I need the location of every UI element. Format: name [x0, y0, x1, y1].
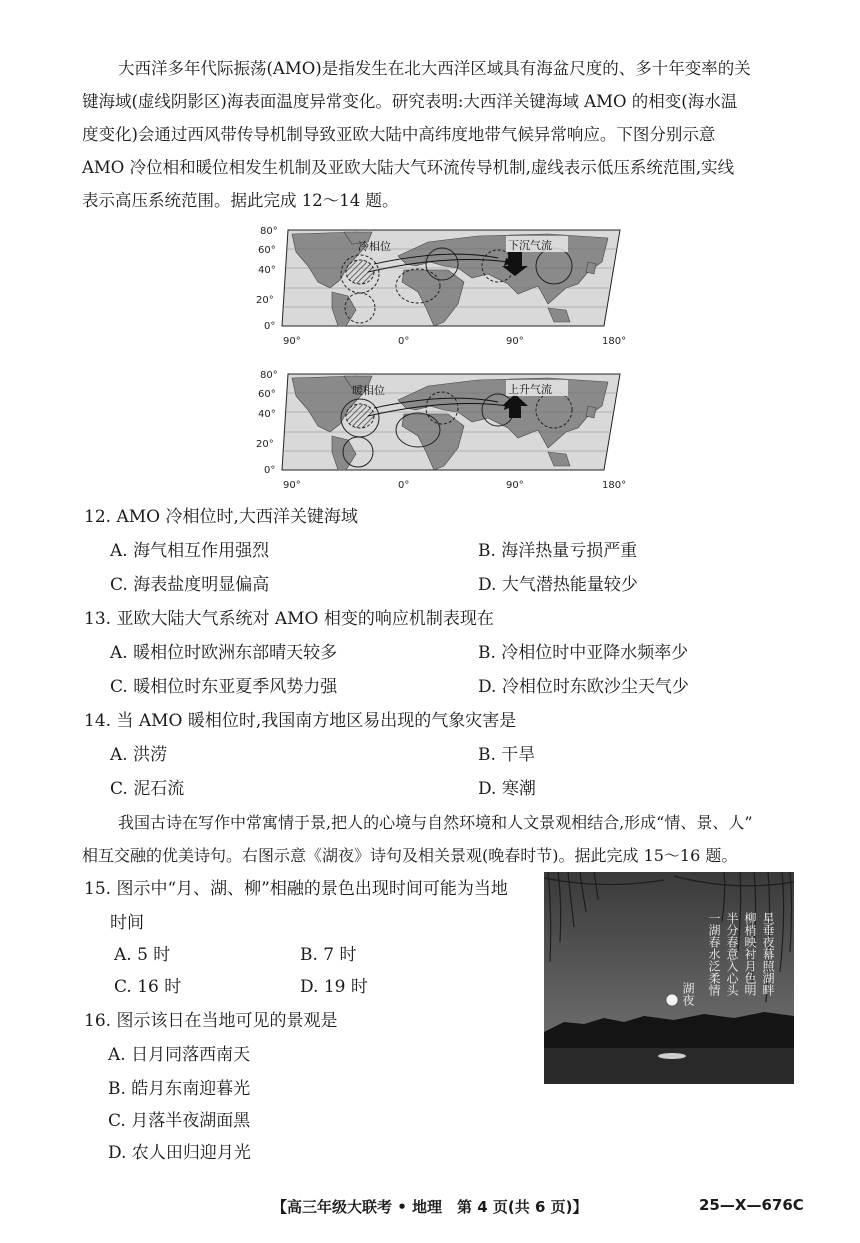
lon-tick: 90° [283, 336, 301, 347]
lat-tick: 20° [256, 295, 274, 306]
flow-label: 上升气流 [508, 383, 552, 396]
lon-tick: 0° [398, 480, 410, 491]
q13-option-b: B. 冷相位时中亚降水频率少 [478, 643, 689, 663]
lon-tick: 180° [602, 336, 627, 347]
q16-option-d: D. 农人田归迎月光 [108, 1143, 251, 1163]
q15-option-c: C. 16 时 [114, 977, 182, 997]
lon-tick: 0° [398, 336, 410, 347]
poem-line: 一湖春水泛柔情 [707, 912, 721, 996]
q12-option-d: D. 大气潜热能量较少 [478, 575, 638, 595]
question-15-stem-cont: 时间 [110, 913, 144, 933]
q13-option-d: D. 冷相位时东欧沙尘天气少 [478, 677, 689, 697]
lat-tick: 60° [258, 245, 276, 256]
intro-line: 表示高压系统范围。据此完成 12～14 题。 [82, 191, 399, 210]
question-12-stem: 12. AMO 冷相位时,大西洋关键海域 [84, 507, 358, 527]
question-15-stem: 15. 图示中“月、湖、柳”相融的景色出现时间可能为当地 [84, 879, 508, 899]
lat-tick: 80° [260, 226, 278, 237]
q16-option-c: C. 月落半夜湖面黑 [108, 1111, 251, 1131]
poem-line: 柳梢映衬月色明 [743, 912, 757, 996]
lon-tick: 90° [283, 480, 301, 491]
q13-option-a: A. 暖相位时欧洲东部晴天较多 [110, 643, 338, 663]
lon-tick: 90° [506, 480, 524, 491]
intro-line: 相互交融的优美诗句。右图示意《湖夜》诗句及相关景观(晚春时节)。据此完成 15～16 题。 [82, 846, 738, 865]
phase-label: 暖相位 [352, 384, 385, 397]
question-13-stem: 13. 亚欧大陆大气系统对 AMO 相变的响应机制表现在 [84, 609, 494, 629]
q15-option-b: B. 7 时 [300, 945, 357, 965]
q16-option-a: A. 日月同落西南天 [108, 1045, 251, 1065]
q14-option-c: C. 泥石流 [110, 779, 185, 799]
intro-line: 大西洋多年代际振荡(AMO)是指发生在北大西洋区域具有海盆尺度的、多十年变率的关 [118, 59, 751, 78]
lake-night-photo [544, 872, 794, 1084]
q12-option-b: B. 海洋热量亏损严重 [478, 541, 638, 561]
poem-line: 星垂夜幕照湖畔 [761, 912, 775, 996]
footer-paper-code: 25—X—676C [699, 1196, 804, 1214]
flow-label: 下沉气流 [508, 239, 552, 252]
lon-tick: 90° [506, 336, 524, 347]
lat-tick: 20° [256, 439, 274, 450]
intro-passage-amo [82, 52, 794, 217]
amo-warm-phase-map [248, 366, 628, 496]
q13-option-c: C. 暖相位时东亚夏季风势力强 [110, 677, 338, 697]
poem-line: 半分春意入心头 [725, 912, 739, 996]
intro-line: 键海域(虚线阴影区)海表面温度异常变化。研究表明:大西洋关键海域 AMO 的相变(海水温 [82, 92, 738, 111]
lat-tick: 40° [258, 409, 276, 420]
q12-option-c: C. 海表盐度明显偏高 [110, 575, 270, 595]
lon-tick: 180° [602, 480, 627, 491]
footer-exam-info: 【高三年级大联考 • 地理 第 4 页(共 6 页)】 [272, 1198, 588, 1216]
amo-cold-phase-map [248, 222, 628, 352]
q15-option-a: A. 5 时 [114, 945, 171, 965]
question-14-stem: 14. 当 AMO 暖相位时,我国南方地区易出现的气象灾害是 [84, 711, 517, 731]
intro-line: 度变化)会通过西风带传导机制导致亚欧大陆中高纬度地带气候异常响应。下图分别示意 [82, 125, 716, 144]
q14-option-b: B. 干旱 [478, 745, 536, 765]
poem-title: 湖夜 [681, 982, 695, 1006]
lat-tick: 60° [258, 389, 276, 400]
q12-option-a: A. 海气相互作用强烈 [110, 541, 270, 561]
lat-tick: 80° [260, 370, 278, 381]
lat-tick: 0° [264, 321, 276, 332]
q14-option-a: A. 洪涝 [110, 745, 168, 765]
moon-icon [667, 995, 678, 1006]
lat-tick: 40° [258, 265, 276, 276]
phase-label: 冷相位 [358, 240, 391, 253]
intro-passage-poem [82, 806, 794, 872]
intro-line: 我国古诗在写作中常寓情于景,把人的心境与自然环境和人文景观相结合,形成“情、景、人” [118, 813, 753, 832]
lat-tick: 0° [264, 465, 276, 476]
q15-option-d: D. 19 时 [300, 977, 368, 997]
q14-option-d: D. 寒潮 [478, 779, 536, 799]
question-16-stem: 16. 图示该日在当地可见的景观是 [84, 1011, 338, 1031]
q16-option-b: B. 皓月东南迎暮光 [108, 1079, 251, 1099]
intro-line: AMO 冷位相和暖位相发生机制及亚欧大陆大气环流传导机制,虚线表示低压系统范围,实线 [82, 158, 735, 177]
